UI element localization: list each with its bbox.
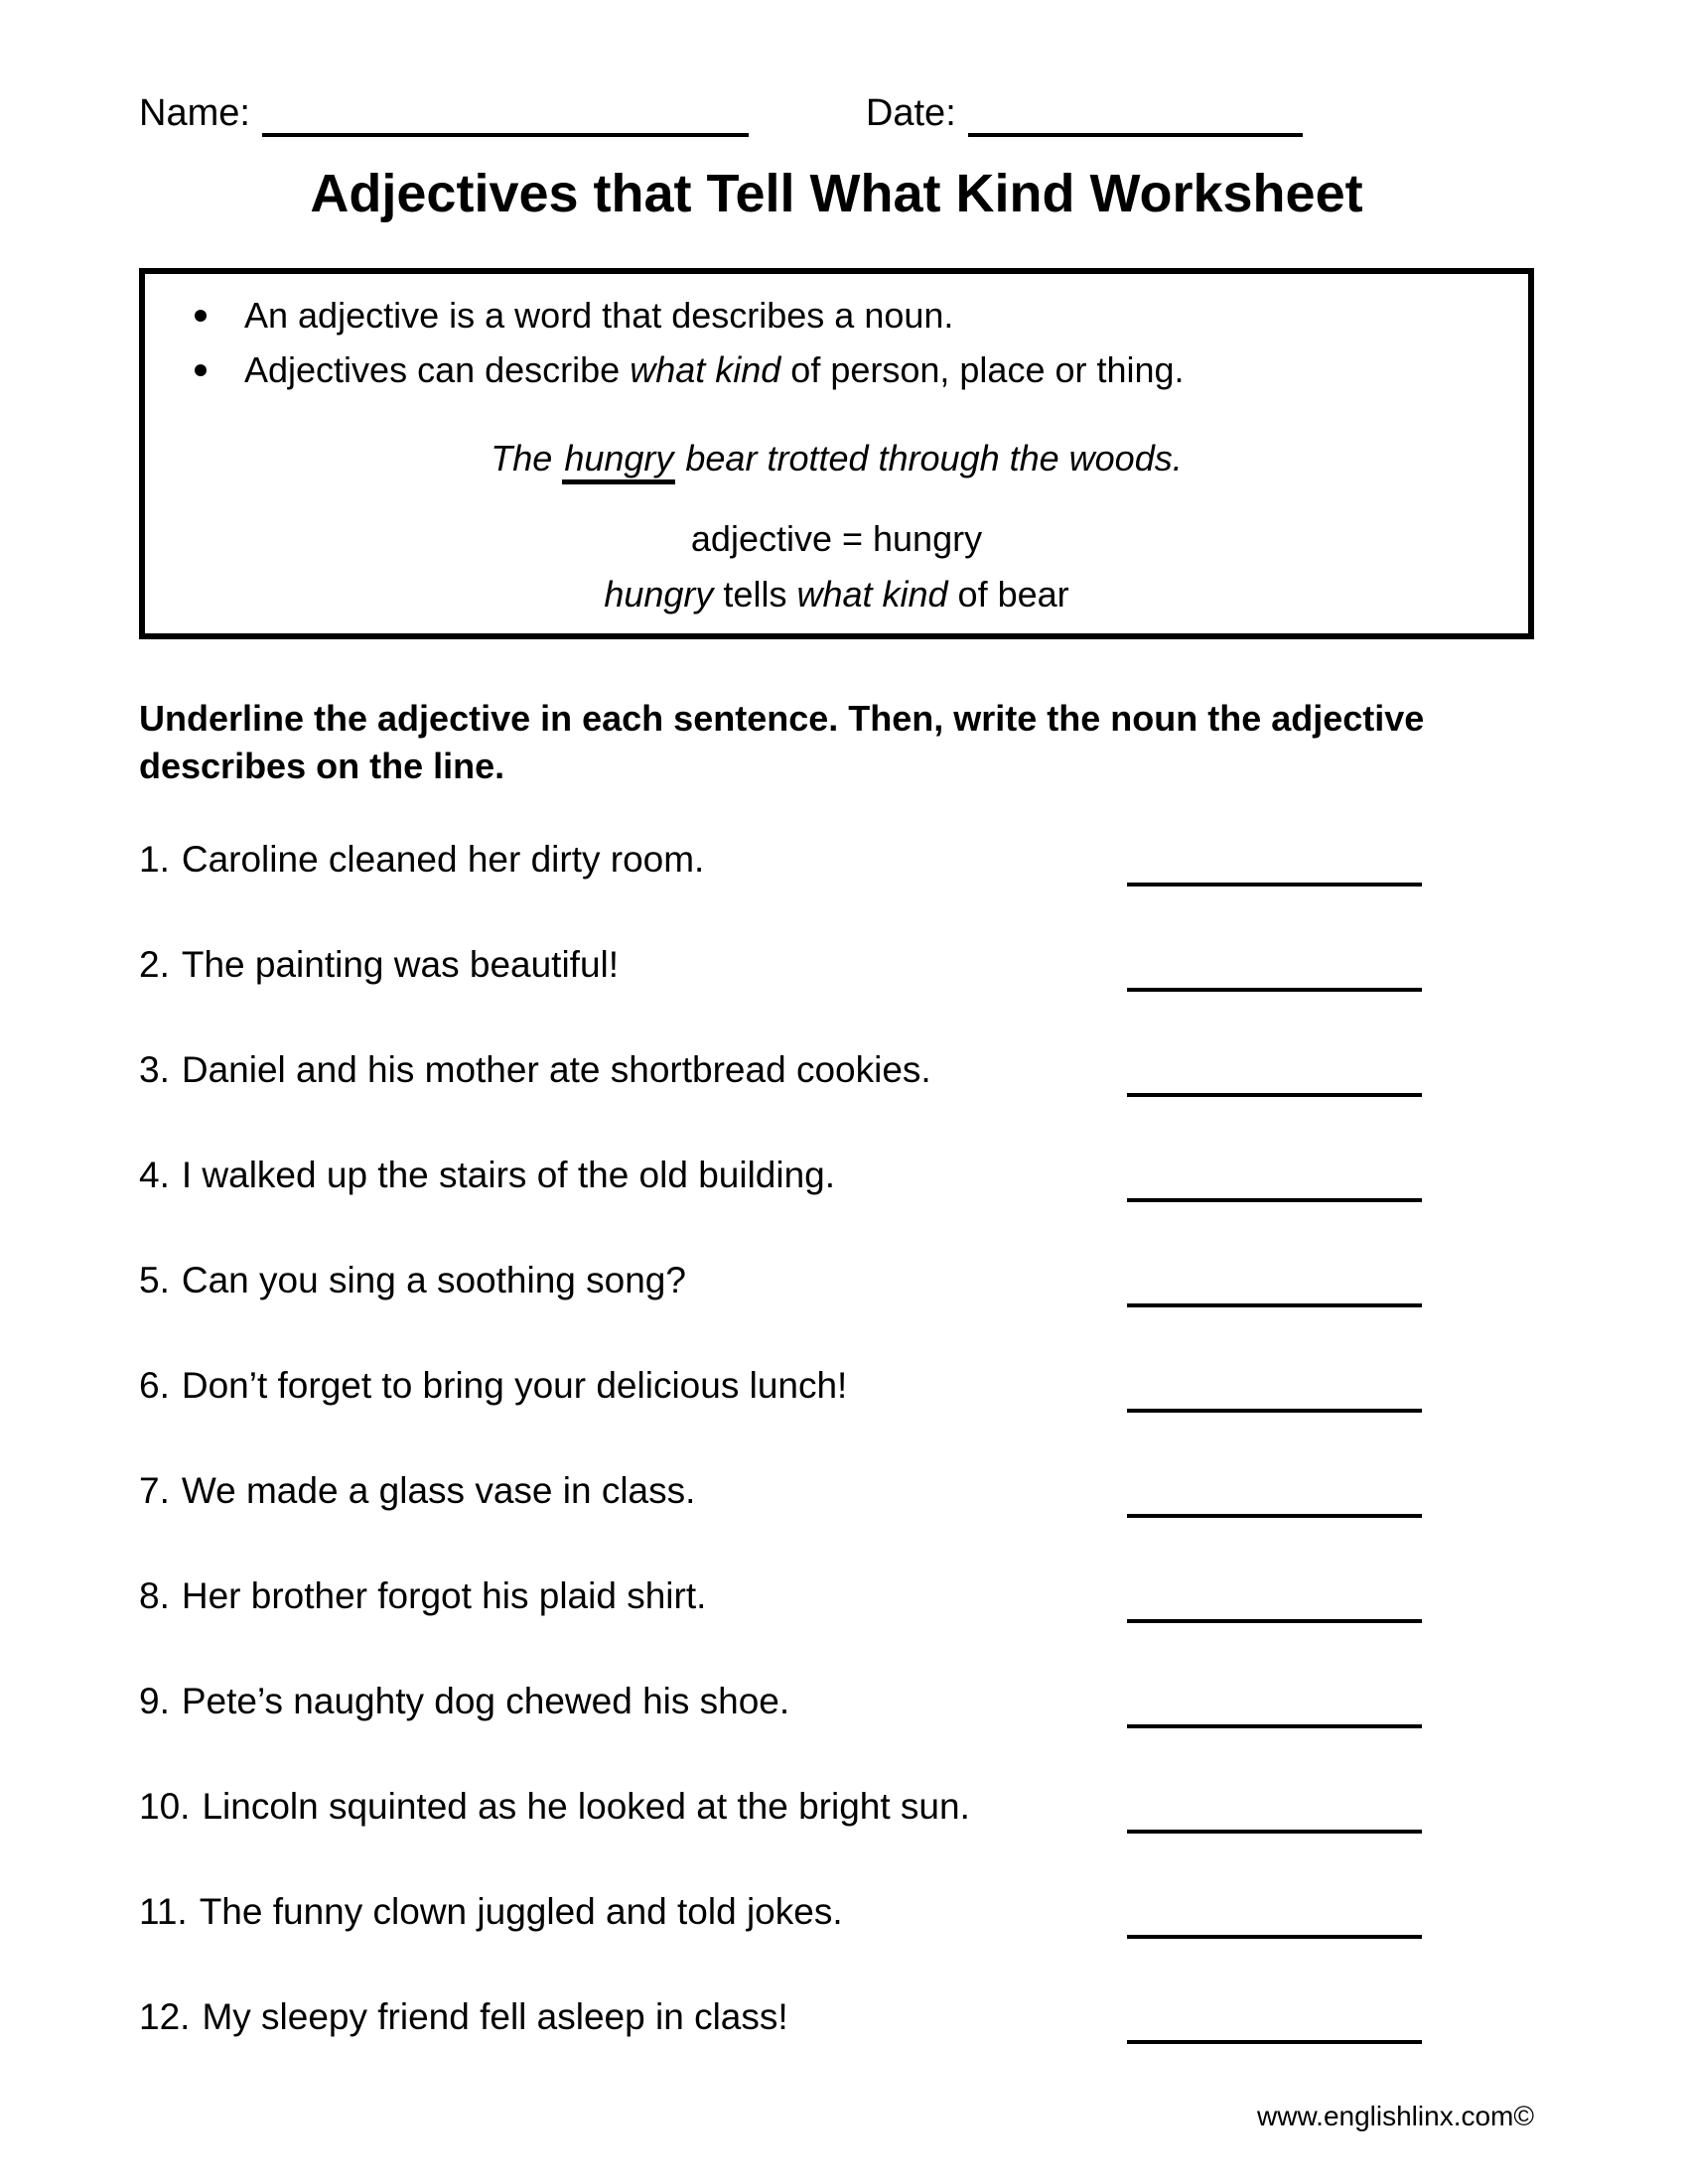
question-number: 6. <box>139 1365 170 1407</box>
example-explanation-line: hungry tells what kind of bear <box>604 573 1069 614</box>
page-title: Adjectives that Tell What Kind Worksheet <box>310 164 1363 223</box>
name-input-line[interactable] <box>262 89 749 137</box>
bullet-dot-icon <box>195 364 207 376</box>
example-sentence: The hungry bear trotted through the woods. <box>173 433 1500 483</box>
answer-line[interactable] <box>1127 2000 1422 2044</box>
question-sentence: Her brother forgot his plaid shirt. <box>181 1575 707 1617</box>
answer-line[interactable] <box>1127 1895 1422 1939</box>
question-number: 1. <box>139 839 170 881</box>
question-number: 7. <box>139 1470 170 1512</box>
question-sentence: Lincoln squinted as he looked at the bright sun. <box>202 1786 970 1828</box>
question-number: 4. <box>139 1155 170 1196</box>
underlined-adjective: hungry <box>562 438 675 484</box>
question-number: 5. <box>139 1260 170 1301</box>
question-sentence: I walked up the stairs of the old building. <box>181 1155 836 1196</box>
example-adjective-line: adjective = hungry <box>690 518 983 560</box>
header-row <box>139 0 1534 137</box>
answer-line[interactable] <box>1127 1369 1422 1413</box>
question-row <box>139 1679 1534 1724</box>
answer-line[interactable] <box>1127 1685 1422 1728</box>
definition-box <box>139 268 1534 639</box>
instructions-text: Underline the adjective in each sentence. Then, write the noun the adjective describes on the line. <box>139 697 1425 786</box>
name-label: Name: <box>139 92 250 135</box>
question-sentence: Daniel and his mother ate shortbread cookies. <box>181 1049 931 1091</box>
question-row <box>139 1994 1534 2040</box>
answer-line[interactable] <box>1127 843 1422 887</box>
question-row <box>139 837 1534 883</box>
question-sentence: We made a glass vase in class. <box>181 1470 696 1512</box>
date-input-line[interactable] <box>968 89 1303 137</box>
question-number: 8. <box>139 1575 170 1617</box>
question-number: 11. <box>139 1891 188 1933</box>
bullet-dot-icon <box>195 310 207 322</box>
answer-line[interactable] <box>1127 1790 1422 1834</box>
question-sentence: Caroline cleaned her dirty room. <box>181 839 705 881</box>
question-row <box>139 1153 1534 1198</box>
answer-line[interactable] <box>1127 1264 1422 1307</box>
question-sentence: Pete’s naughty dog chewed his shoe. <box>181 1681 790 1722</box>
question-row <box>139 1889 1534 1935</box>
question-row <box>139 1363 1534 1409</box>
question-row <box>139 1784 1534 1830</box>
question-number: 2. <box>139 944 170 986</box>
answer-line[interactable] <box>1127 1579 1422 1623</box>
definition-bullet-1-text: An adjective is a word that describes a noun. <box>244 295 954 337</box>
date-label: Date: <box>865 92 956 135</box>
answer-line[interactable] <box>1127 1053 1422 1097</box>
definition-bullet-2 <box>173 344 1500 395</box>
question-number: 12. <box>139 1996 191 2038</box>
answer-line[interactable] <box>1127 948 1422 992</box>
question-sentence: The painting was beautiful! <box>181 944 620 986</box>
question-sentence: Can you sing a soothing song? <box>181 1260 686 1301</box>
question-row <box>139 1573 1534 1619</box>
question-sentence: The funny clown juggled and told jokes. <box>199 1891 843 1933</box>
question-row <box>139 1047 1534 1093</box>
definition-bullet-2-text: Adjectives can describe what kind of person, place or thing. <box>244 349 1185 391</box>
question-number: 3. <box>139 1049 170 1091</box>
footer-credit: www.englishlinx.com© <box>1257 2101 1534 2131</box>
answer-line[interactable] <box>1127 1159 1422 1202</box>
question-sentence: Don’t forget to bring your delicious lunch! <box>181 1365 848 1407</box>
question-sentence: My sleepy friend fell asleep in class! <box>202 1996 788 2038</box>
questions-list <box>139 837 1534 2040</box>
question-row <box>139 942 1534 988</box>
question-number: 9. <box>139 1681 170 1722</box>
question-number: 10. <box>139 1786 191 1828</box>
question-row <box>139 1258 1534 1303</box>
definition-bullet-1 <box>173 290 1500 341</box>
question-row <box>139 1468 1534 1514</box>
answer-line[interactable] <box>1127 1474 1422 1518</box>
